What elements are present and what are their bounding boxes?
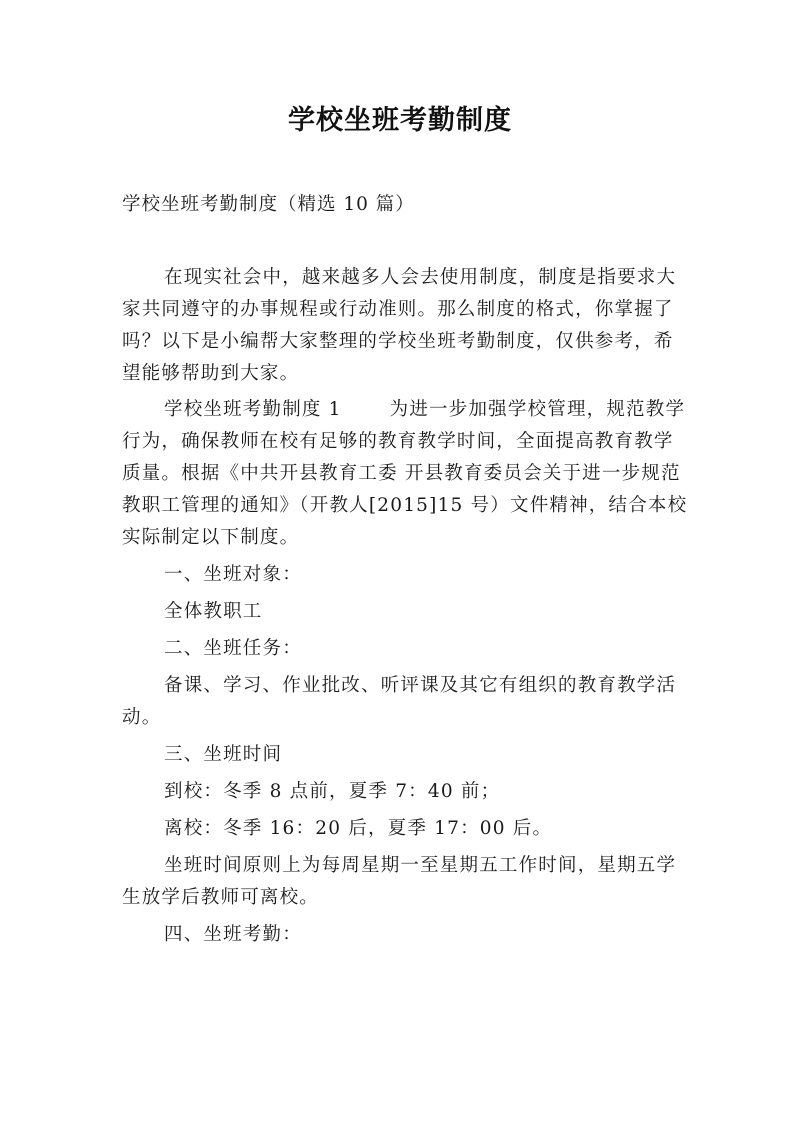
item-3-heading: 三、坐班时间 <box>164 744 283 765</box>
item-2-heading: 二、坐班任务： <box>164 638 302 659</box>
document-title: 学校坐班考勤制度 <box>288 105 512 136</box>
section-1-text: 为进一步加强学校管理，规范教学行为，确保教师在校有足够的教育教学时间，全面提高教育教学质量。根据《中共开县教育工委 开县教育委员会关于进一步规范教职工管理的通知》（开教人[2015]15 号）文件精神，结合本校实际制定以下制度。 <box>122 399 688 548</box>
document-subtitle: 学校坐班考勤制度（精选 10 篇） <box>122 194 415 215</box>
item-3-note: 坐班时间原则上为每周星期一至星期五工作时间，星期五学生放学后教师可离校。 <box>122 855 677 908</box>
section-1-heading: 学校坐班考勤制度 1 <box>164 399 342 420</box>
item-2-text: 备课、学习、作业批改、听评课及其它有组织的教育教学活动。 <box>122 675 677 728</box>
intro-paragraph: 在现实社会中，越来越多人会去使用制度，制度是指要求大家共同遵守的办事规程或行动准则。那么制度的格式，你掌握了吗？以下是小编帮大家整理的学校坐班考勤制度，仅供参考，希望能够帮助到大家。 <box>122 267 677 384</box>
item-1-heading: 一、坐班对象： <box>164 564 302 585</box>
item-3-arrive: 到校：冬季 8 点前，夏季 7：40 前； <box>164 781 501 802</box>
item-1-text: 全体教职工 <box>164 601 263 622</box>
section-1-paragraph <box>122 394 690 554</box>
item-3-leave: 离校：冬季 16：20 后，夏季 17：00 后。 <box>164 818 553 839</box>
item-4-heading: 四、坐班考勤： <box>164 924 302 945</box>
document-body <box>122 262 690 951</box>
